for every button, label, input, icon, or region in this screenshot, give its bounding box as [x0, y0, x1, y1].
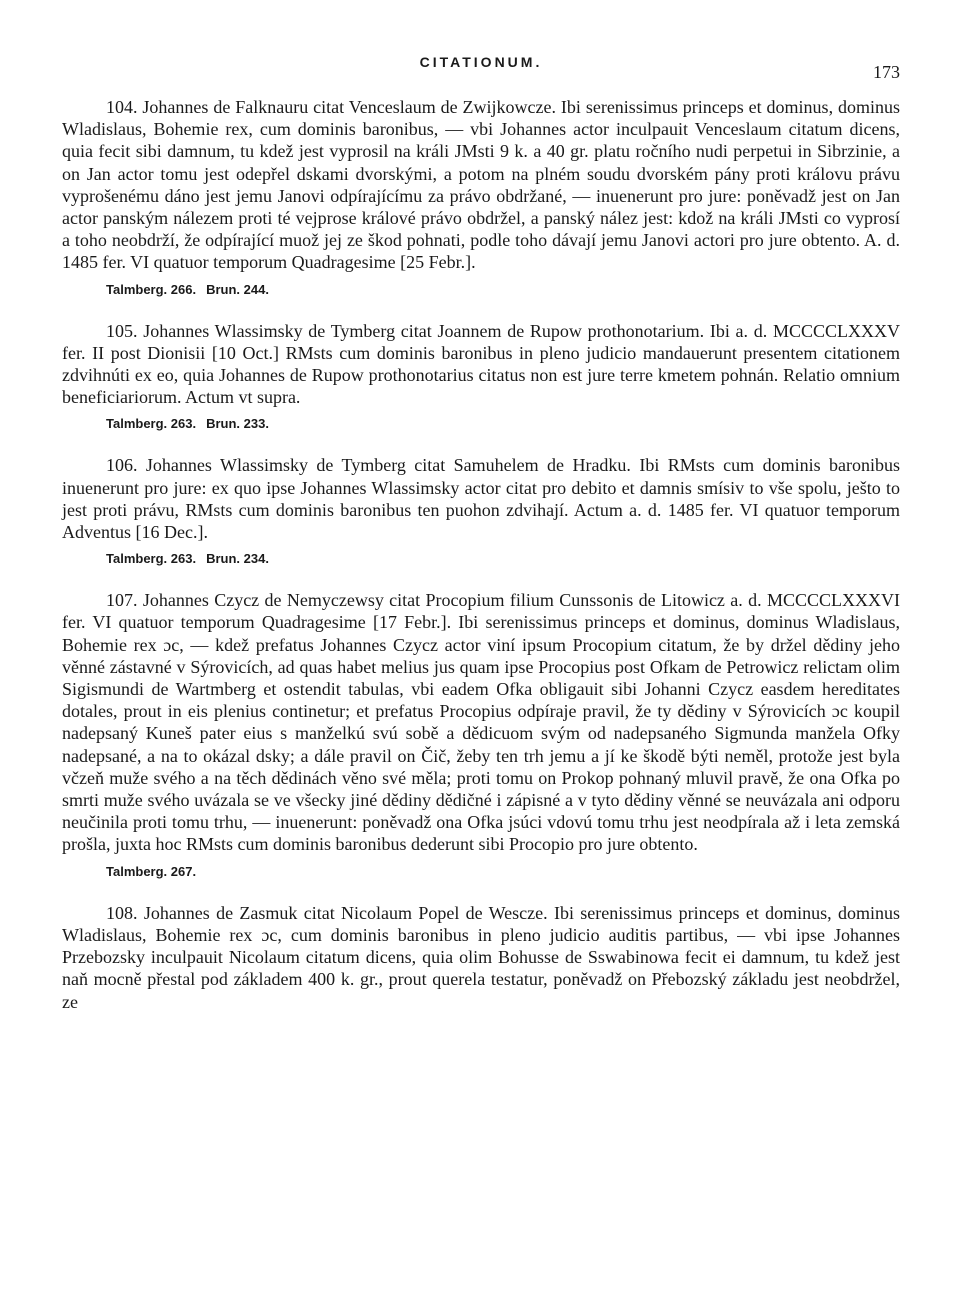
- entry-text: 105. Johannes Wlassimsky de Tymberg citat Joannem de Rupow prothonotarium. Ibi a. d. MCCCCLXXXV fer. II post Dionisii [10 Oct.] RMsts cum dominis baronibus in pleno judicio mandauerunt presentem citationem zdvihnúti ex eo, quia Johannes de Rupow prothonotarius citatus non est jure terre kmetem pohnán. Relatio omnium beneficiariorum. Actum vt supra.: [62, 320, 900, 408]
- entry-108: [62, 902, 900, 1013]
- running-title: CITATIONUM.: [419, 54, 543, 70]
- reference-talmberg: Talmberg. 266.: [106, 281, 197, 297]
- running-head: [62, 54, 900, 84]
- entry-text: 108. Johannes de Zasmuk citat Nicolaum Popel de Wescze. Ibi serenissimus princeps et dominus, dominus Wladislaus, Bohemie rex ɔc, cum dominis baronibus in pleno judicio auditis partibus, — vbi ipse Johannes Przebozsky inculpauit Nicolaum citatum dicens, quia olim Bohusse de Sswabinowa fecit ei damnum, tu kdež jest naň mocně přestal pod základem 400 k. gr., prout querela testatur, poněvadž on Přebozský základu jest neobdržel, ze: [62, 902, 900, 1012]
- entry-104: [62, 96, 900, 299]
- reference-brun: Brun. 244.: [206, 281, 269, 297]
- body-text: [62, 96, 900, 1013]
- page-number: 173: [873, 62, 900, 82]
- reference-brun: Brun. 233.: [206, 416, 269, 432]
- source-reference: [106, 415, 900, 433]
- entry-text: 106. Johannes Wlassimsky de Tymberg citat Samuhelem de Hradku. Ibi RMsts cum dominis baronibus inuenerunt pro jure: ex quo ipse Johannes Wlassimsky actor citat pro debito et damnis smísiv to vše spolu, ješto to jest proti právu, RMsts cum dominis baronibus ten puohon zdvihají. Actum a. d. 1485 fer. VI quatuor temporum Adventus [16 Dec.].: [62, 455, 900, 543]
- reference-talmberg: Talmberg. 263.: [106, 551, 197, 567]
- source-reference: [106, 863, 900, 881]
- source-reference: [106, 550, 900, 568]
- reference-talmberg: Talmberg. 267.: [106, 863, 197, 879]
- reference-brun: Brun. 234.: [206, 551, 269, 567]
- reference-talmberg: Talmberg. 263.: [106, 416, 197, 432]
- source-reference: [106, 281, 900, 299]
- entry-105: [62, 320, 900, 434]
- entry-text: 104. Johannes de Falknauru citat Venceslaum de Zwijkowcze. Ibi serenissimus princeps et dominus, dominus Wladislaus, Bohemie rex, cum dominis baronibus, — vbi Johannes actor inculpauit Venceslaum citatum dicens, quia fecit sibi damnum, tu kdež jest vyprosil na králi JMsti 9 k. a 40 gr. platu ročního nudi perpetui in Sibrzinie, a on Jan actor tomu jest odepřel dskami dvorskými, a potom na plném soudu dvorském pány proti královu právu vyprošenému dáno jest jemu Janovi odpírajícímu za právo obdržané, — inuenerunt pro jure: poněvadž jest on Jan actor panským nálezem proti té vejprose králové právo obdržel, a panský nález jest: kdož na králi JMsti co vyprosí a toho neobdrží, že odpírající muož jej ze škod pohnati, podle toho dávají jemu Janovi actori pro jure obtento. A. d. 1485 fer. VI quatuor temporum Quadragesime [25 Febr.].: [62, 97, 900, 273]
- entry-106: [62, 454, 900, 568]
- entry-107: [62, 589, 900, 880]
- entry-text: 107. Johannes Czycz de Nemyczewsy citat Procopium filium Cunssonis de Litowicz a. d. MCCCCLXXXVI fer. VI quatuor temporum Quadragesime [17 Febr.]. Ibi serenissimus princeps et dominus, dominus Wladislaus, Bohemie rex ɔc, — kdež prefatus Johannes Czycz actor viní ipsum Procopium citatum, že by držel dědiny jeho věnné zástavné v Sýrovicích, ad quas habet melius jus quam ipse Procopius post Ofkam de Petrowicz relictam olim Sigismundi de Wartmberg et ostendit tabulas, vbi eadem Ofka obligauit sibi Johanni Czycz easdem hereditates dotales, prout in eis plenius continetur; et prefatus Procopius odpíraje pravil, že ty dědiny v Sýrovicích ɔc koupil nadepsaný Kuneš pater eius s manželkú svú sobě a dědicuom svým od nadepsaného Sigmunda manžela Ofky nadepsané, a na to okázal dsky; a dále pravil on Čič, žeby ten trh jemu a jí ke škodě býti neměl, protože jest byla včzeň muže svého a na těch dědinách věno své měla; proti tomu on Prokop pohnaný mluvil pravě, že ona Ofka po smrti muže svého uvázala se ve všecky jiné dědiny dědičné i zápisné a v tyto dědiny věnné se neuvázala ani odporu neučinila proti tomu trhu, — inuenerunt: poněvadž ona Ofka jsúci vdovú tomu trhu jest neodpírala až i leta zemská prošla, juxta hoc RMsts cum dominis baronibus dederunt sibi Procopio pro jure obtento.: [62, 590, 900, 855]
